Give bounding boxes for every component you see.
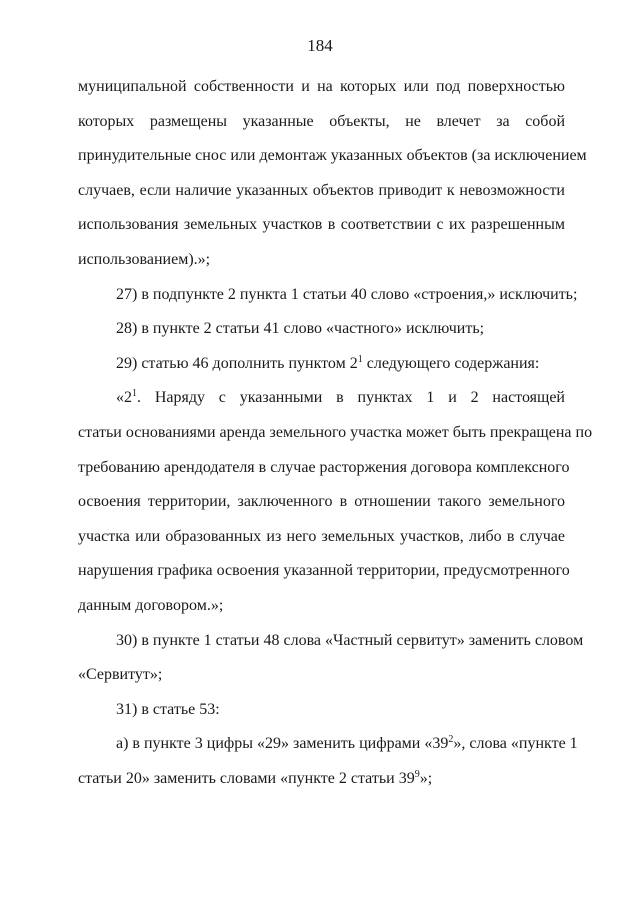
text-segment: », слова «пункте 1 — [453, 735, 578, 753]
text-line: муниципальной собственности и на которых или под поверхностью — [78, 78, 565, 95]
text-line: требованию арендодателя в случае расторжения договора комплексного — [78, 458, 570, 476]
superscript: 1 — [132, 388, 137, 400]
text-line — [78, 727, 578, 762]
text-segment: следующего содержания: — [362, 354, 540, 372]
text-segment: «2 — [116, 389, 132, 407]
text-segment: »; — [419, 769, 433, 787]
text-line: случаев, если наличие указанных объектов приводит к невозможности — [78, 181, 565, 199]
text-line: освоения территории, заключенного в отношении такого земельного — [78, 493, 565, 511]
text-line: данным договором.»; — [78, 596, 224, 614]
superscript: 1 — [357, 353, 363, 365]
text-line — [78, 381, 565, 416]
text-line: 30) в пункте 1 статьи 48 слова «Частный сервитут» заменить словом — [116, 631, 584, 649]
text-line: нарушения графика освоения указанной территории, предусмотренного — [78, 562, 570, 580]
superscript: 9 — [414, 768, 420, 780]
text-line: «Сервитут»; — [78, 666, 163, 684]
superscript: 2 — [448, 734, 454, 746]
text-segment: . Наряду с указанными в пунктах 1 и 2 настоящей — [137, 389, 565, 407]
page-number: 184 — [307, 36, 333, 55]
text-line: 27) в подпункте 2 пункта 1 статьи 40 слово «строения,» исключить; — [116, 285, 578, 303]
text-segment: а) в пункте 3 цифры «29» заменить цифрами «39 — [116, 735, 449, 753]
text-line: статьи основаниями аренда земельного участка может быть прекращена по — [78, 423, 593, 441]
text-line: использования земельных участков в соответствии с их разрешенным — [78, 216, 565, 234]
text-segment: статьи 20» заменить словами «пункте 2 статьи 39 — [78, 769, 415, 787]
document-body — [78, 70, 593, 796]
text-line: принудительные снос или демонтаж указанных объектов (за исключением — [78, 147, 587, 165]
text-segment: 29) статью 46 дополнить пунктом 2 — [116, 354, 358, 372]
text-line: 28) в пункте 2 статьи 41 слово «частного» исключить; — [116, 320, 485, 338]
text-line: 31) в статье 53: — [116, 700, 220, 718]
text-line: участка или образованных из него земельных участков, либо в случае — [78, 527, 565, 545]
text-line: использованием).»; — [78, 250, 211, 268]
text-line — [78, 762, 565, 797]
text-line: которых размещены указанные объекты, не влечет за собой — [78, 112, 565, 130]
text-line — [78, 347, 565, 382]
